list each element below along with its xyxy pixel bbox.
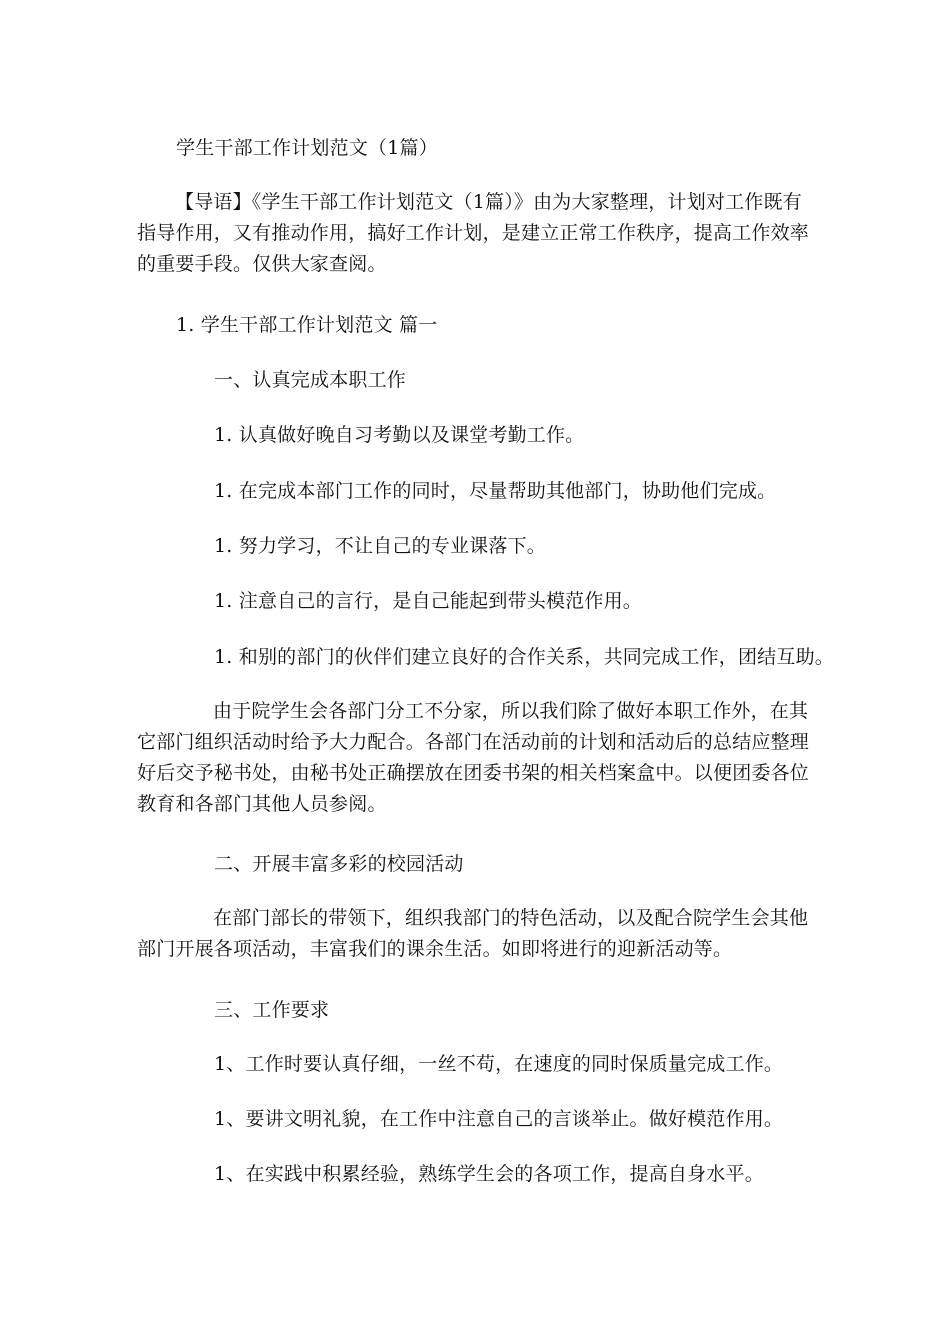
section1-item: 1. 认真做好晚自习考勤以及课堂考勤工作。 xyxy=(214,424,585,446)
section1-item: 1. 和别的部门的伙伴们建立良好的合作关系，共同完成工作，团结互助。 xyxy=(214,646,834,668)
document-title: 学生干部工作计划范文（1篇） xyxy=(176,137,438,159)
section2-paragraph: 在部门部长的带领下，组织我部门的特色活动，以及配合院学生会其他部门开展各项活动，丰富我们的课余生活。如即将进行的迎新活动等。 xyxy=(137,907,809,960)
intro-paragraph: 【导语】《学生干部工作计划范文（1篇）》由为大家整理，计划对工作既有指导作用，又有推动作用，搞好工作计划，是建立正常工作秩序，提高工作效率的重要手段。仅供大家查阅。 xyxy=(137,191,810,275)
section2-heading: 二、开展丰富多彩的校园活动 xyxy=(214,853,464,875)
section3-item: 1、要讲文明礼貌，在工作中注意自己的言谈举止。做好模范作用。 xyxy=(214,1108,784,1130)
article-heading: 1. 学生干部工作计划范文 篇一 xyxy=(176,314,438,336)
section1-heading: 一、认真完成本职工作 xyxy=(214,369,407,391)
section3-item: 1、工作时要认真仔细，一丝不苟，在速度的同时保质量完成工作。 xyxy=(214,1053,784,1075)
section1-item: 1. 在完成本部门工作的同时，尽量帮助其他部门，协助他们完成。 xyxy=(214,480,777,502)
section1-item: 1. 努力学习，不让自己的专业课落下。 xyxy=(214,535,546,557)
section3-heading: 三、工作要求 xyxy=(214,999,330,1021)
section3-item: 1、在实践中积累经验，熟练学生会的各项工作，提高自身水平。 xyxy=(214,1163,764,1185)
section1-item: 1. 注意自己的言行，是自己能起到带头模范作用。 xyxy=(214,590,642,612)
section1-paragraph: 由于院学生会各部门分工不分家，所以我们除了做好本职工作外，在其它部门组织活动时给予大力配合。各部门在活动前的计划和活动后的总结应整理好后交予秘书处，由秘书处正确摆放在团委书架的相关档案盒中。以便团委各位教育和各部门其他人员参阅。 xyxy=(137,700,810,815)
